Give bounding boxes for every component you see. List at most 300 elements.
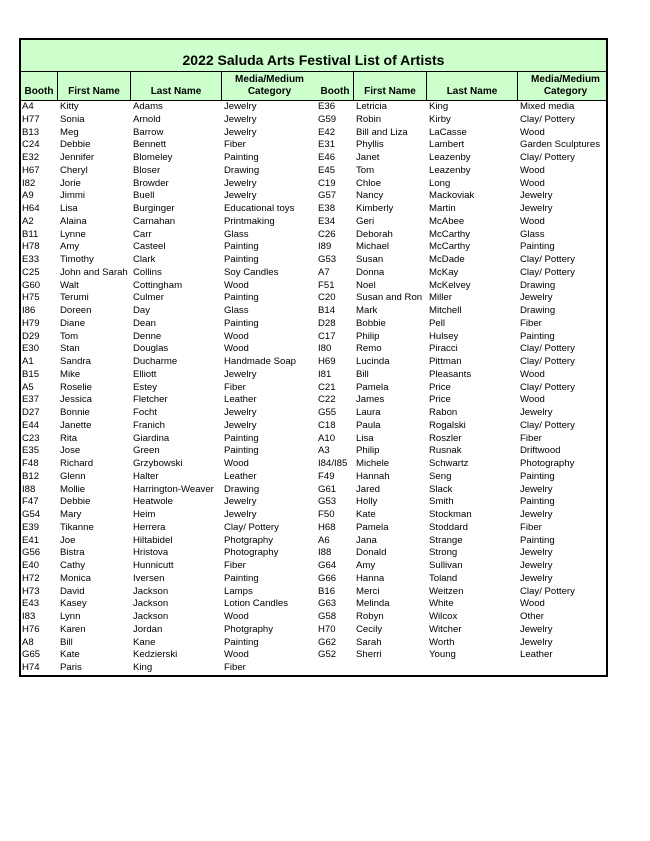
first-name-cell: Tom — [356, 164, 375, 176]
table-row — [317, 407, 613, 420]
booth-cell: C23 — [22, 432, 40, 444]
first-name-cell: Holly — [356, 496, 378, 508]
booth-cell: B14 — [318, 305, 336, 316]
category-cell: Fiber — [520, 317, 542, 329]
category-cell: Glass — [224, 305, 249, 316]
category-cell: Painting — [520, 496, 555, 508]
first-name-cell: Bill — [356, 368, 369, 380]
last-name-cell: Leazenby — [429, 164, 471, 176]
booth-cell: C20 — [318, 292, 336, 304]
category-cell: Painting — [224, 241, 259, 253]
last-name-cell: Kirby — [429, 113, 451, 125]
booth-cell: G59 — [318, 113, 337, 125]
table-row — [317, 649, 613, 662]
last-name-cell: Hulsey — [429, 330, 459, 342]
category-cell: Drawing — [520, 305, 556, 316]
first-name-cell: Alaina — [60, 215, 87, 227]
booth-cell: C22 — [318, 394, 336, 406]
category-cell: Leather — [224, 470, 257, 482]
category-cell: Jewelry — [224, 496, 257, 508]
last-name-cell: King — [429, 101, 449, 112]
first-name-cell: Hanna — [356, 572, 385, 584]
table-row — [317, 152, 613, 165]
first-name-cell: Stan — [60, 343, 80, 355]
booth-cell: A4 — [22, 101, 34, 112]
table-row — [21, 305, 317, 318]
first-name-cell: Michele — [356, 458, 390, 469]
first-name-cell: Mike — [60, 368, 81, 380]
first-name-cell: Sherri — [356, 649, 382, 661]
first-name-cell: Jennifer — [60, 152, 95, 163]
booth-cell: E39 — [22, 521, 40, 533]
category-cell: Jewelry — [224, 407, 257, 418]
table-row — [317, 292, 613, 305]
category-cell: Wood — [520, 215, 545, 227]
booth-cell: E31 — [318, 139, 336, 151]
first-name-cell: Lisa — [60, 203, 78, 214]
table-row — [21, 241, 317, 254]
table-row — [317, 216, 613, 229]
last-name-cell: Worth — [429, 636, 455, 648]
first-name-cell: Bobbie — [356, 317, 386, 329]
first-name-cell: Terumi — [60, 292, 89, 304]
table-row — [21, 484, 317, 497]
booth-cell: H69 — [318, 356, 336, 367]
last-name-cell: Giardina — [133, 432, 170, 444]
table-row — [317, 458, 613, 471]
category-cell: Painting — [520, 470, 555, 482]
category-cell: Painting — [224, 292, 259, 304]
last-name-cell: Day — [133, 305, 151, 316]
first-name-cell: Walt — [60, 279, 79, 291]
category-cell: Clay/ Pottery — [520, 381, 575, 393]
first-name-cell: Bill — [60, 636, 73, 648]
first-name-cell: Tikanne — [60, 521, 94, 533]
last-name-cell: McDade — [429, 254, 465, 265]
category-cell: Clay/ Pottery — [520, 254, 575, 265]
first-name-cell: Paris — [60, 662, 82, 673]
artist-list-sheet — [19, 38, 608, 677]
last-name-cell: Hristova — [133, 547, 169, 559]
table-row — [21, 203, 317, 216]
category-cell: Jewelry — [520, 292, 553, 304]
table-row — [21, 280, 317, 293]
table-row — [317, 586, 613, 599]
booth-cell: H72 — [22, 572, 40, 584]
category-cell: Clay/ Pottery — [224, 521, 279, 533]
last-name-cell: Herrera — [133, 521, 166, 533]
table-row — [21, 624, 317, 637]
table-row — [21, 356, 317, 369]
last-name-cell: White — [429, 598, 454, 610]
last-name-cell: Jordan — [133, 623, 163, 635]
booth-cell: E45 — [318, 164, 336, 176]
booth-cell: D29 — [22, 330, 40, 342]
last-name-cell: Seng — [429, 470, 452, 482]
first-name-cell: Merci — [356, 585, 380, 597]
header-last-name: Last Name — [131, 72, 222, 100]
booth-cell: E35 — [22, 445, 40, 457]
first-name-cell: Donna — [356, 266, 385, 278]
last-name-cell: Witcher — [429, 623, 462, 635]
table-row — [21, 445, 317, 458]
table-row — [21, 420, 317, 433]
last-name-cell: Franich — [133, 419, 165, 431]
table-row — [21, 165, 317, 178]
last-name-cell: Schwartz — [429, 458, 469, 469]
last-name-cell: Pleasants — [429, 368, 472, 380]
last-name-cell: McCarthy — [429, 228, 471, 240]
last-name-cell: Pittman — [429, 356, 462, 367]
category-cell: Jewelry — [224, 126, 257, 138]
category-cell: Jewelry — [520, 483, 553, 495]
table-row — [317, 445, 613, 458]
table-row — [21, 496, 317, 509]
last-name-cell: Mitchell — [429, 305, 462, 316]
last-name-cell: Jackson — [133, 611, 169, 622]
first-name-cell: Amy — [356, 560, 376, 571]
table-row — [317, 356, 613, 369]
table-row — [317, 178, 613, 191]
last-name-cell: Collins — [133, 266, 162, 278]
first-name-cell: Paula — [356, 419, 381, 431]
booth-cell: G64 — [318, 560, 337, 571]
category-cell: Jewelry — [520, 407, 553, 418]
table-row — [21, 254, 317, 267]
category-cell: Wood — [520, 177, 545, 189]
table-row — [21, 382, 317, 395]
category-cell: Handmade Soap — [224, 356, 297, 367]
table-row — [317, 573, 613, 586]
last-name-cell: McAbee — [429, 215, 465, 227]
first-name-cell: Lynn — [60, 611, 81, 622]
category-cell: Fiber — [520, 432, 542, 444]
last-name-cell: Sullivan — [429, 560, 463, 571]
booth-cell: H70 — [318, 623, 336, 635]
category-cell: Photography — [224, 547, 279, 559]
table-row — [317, 394, 613, 407]
table-row — [317, 101, 613, 114]
category-cell: Wood — [520, 598, 545, 610]
first-name-cell: Mollie — [60, 483, 86, 495]
last-name-cell: Halter — [133, 470, 159, 482]
category-cell: Painting — [224, 636, 259, 648]
category-cell: Clay/ Pottery — [520, 419, 575, 431]
category-cell: Jewelry — [520, 547, 553, 559]
booth-cell: H76 — [22, 623, 40, 635]
booth-cell: I82 — [22, 177, 36, 189]
category-cell: Clay/ Pottery — [520, 343, 575, 355]
booth-cell: A3 — [318, 445, 330, 457]
category-cell: Photography — [520, 458, 575, 469]
booth-cell: I86 — [22, 305, 36, 316]
category-cell: Painting — [224, 254, 259, 265]
table-row — [21, 292, 317, 305]
first-name-cell: Susan — [356, 254, 384, 265]
last-name-cell: Price — [429, 394, 451, 406]
table-row — [317, 547, 613, 560]
booth-cell: G53 — [318, 496, 337, 508]
last-name-cell: Clark — [133, 254, 156, 265]
table-row — [21, 178, 317, 191]
first-name-cell: Timothy — [60, 254, 94, 265]
booth-cell: E42 — [318, 126, 336, 138]
last-name-cell: Weitzen — [429, 585, 464, 597]
booth-cell: G57 — [318, 190, 337, 202]
first-name-cell: Richard — [60, 458, 94, 469]
booth-cell: H78 — [22, 241, 40, 253]
table-row — [317, 343, 613, 356]
booth-cell: D27 — [22, 407, 40, 418]
last-name-cell: Price — [429, 381, 451, 393]
last-name-cell: Jackson — [133, 585, 169, 597]
last-name-cell: Pell — [429, 317, 445, 329]
category-cell: Painting — [520, 330, 555, 342]
category-cell: Jewelry — [520, 636, 553, 648]
category-cell: Garden Sculptures — [520, 139, 600, 151]
category-cell: Wood — [224, 649, 249, 661]
category-cell: Photgraphy — [224, 623, 274, 635]
category-cell: Jewelry — [520, 509, 553, 520]
header-category: Media/Medium Category — [531, 74, 600, 97]
last-name-cell: Kane — [133, 636, 156, 648]
category-cell: Wood — [224, 343, 249, 355]
first-name-cell: Joe — [60, 534, 76, 546]
table-row — [21, 369, 317, 382]
category-cell: Wood — [520, 126, 545, 138]
last-name-cell: Hiltabidel — [133, 534, 173, 546]
booth-cell: E44 — [22, 419, 40, 431]
category-cell: Clay/ Pottery — [520, 356, 575, 367]
table-row — [21, 343, 317, 356]
booth-cell: H64 — [22, 203, 40, 214]
first-name-cell: Sandra — [60, 356, 91, 367]
left-column — [21, 101, 317, 675]
category-cell: Wood — [224, 330, 249, 342]
last-name-cell: Toland — [429, 572, 458, 584]
table-row — [21, 662, 317, 675]
header-category: Media/Medium Category — [235, 74, 304, 97]
booth-cell: F51 — [318, 279, 335, 291]
table-row — [21, 216, 317, 229]
first-name-cell: Meg — [60, 126, 79, 138]
last-name-cell: Strong — [429, 547, 458, 559]
first-name-cell: Jana — [356, 534, 377, 546]
category-cell: Leather — [520, 649, 553, 661]
table-row — [21, 101, 317, 114]
last-name-cell: Arnold — [133, 113, 161, 125]
booth-cell: A10 — [318, 432, 336, 444]
booth-cell: F50 — [318, 509, 335, 520]
booth-cell: A9 — [22, 190, 34, 202]
last-name-cell: Heatwole — [133, 496, 173, 508]
category-cell: Educational toys — [224, 203, 295, 214]
page-title: 2022 Saluda Arts Festival List of Artists — [21, 40, 606, 72]
table-row — [317, 127, 613, 140]
category-cell: Wood — [520, 164, 545, 176]
table-row — [21, 127, 317, 140]
booth-cell: H68 — [318, 521, 336, 533]
table-row — [21, 547, 317, 560]
booth-cell: A7 — [318, 266, 330, 278]
booth-cell: E46 — [318, 152, 336, 163]
last-name-cell: McCarthy — [429, 241, 471, 253]
last-name-cell: Grzybowski — [133, 458, 183, 469]
first-name-cell: Kasey — [60, 598, 87, 610]
category-cell: Glass — [224, 228, 249, 240]
table-row — [317, 203, 613, 216]
last-name-cell: Hunnicutt — [133, 560, 174, 571]
last-name-cell: Slack — [429, 483, 453, 495]
header-right — [317, 72, 613, 100]
first-name-cell: Lynne — [60, 228, 86, 240]
last-name-cell: Burginger — [133, 203, 175, 214]
last-name-cell: Green — [133, 445, 160, 457]
category-cell: Drawing — [224, 164, 260, 176]
last-name-cell: Heim — [133, 509, 156, 520]
booth-cell: G66 — [318, 572, 337, 584]
category-cell: Jewelry — [520, 572, 553, 584]
last-name-cell: Young — [429, 649, 456, 661]
booth-cell: D28 — [318, 317, 336, 329]
first-name-cell: Debbie — [60, 496, 91, 508]
category-cell: Leather — [224, 394, 257, 406]
first-name-cell: Bill and Liza — [356, 126, 408, 138]
booth-cell: F48 — [22, 458, 39, 469]
first-name-cell: Susan and Ron — [356, 292, 423, 304]
last-name-cell: Long — [429, 177, 451, 189]
last-name-cell: Buell — [133, 190, 155, 202]
last-name-cell: Denne — [133, 330, 162, 342]
last-name-cell: Blomeley — [133, 152, 173, 163]
first-name-cell: Jorie — [60, 177, 81, 189]
first-name-cell: Debbie — [60, 139, 91, 151]
header-left — [21, 72, 317, 100]
first-name-cell: Janet — [356, 152, 380, 163]
booth-cell: C21 — [318, 381, 336, 393]
first-name-cell: Michael — [356, 241, 390, 253]
table-row — [21, 331, 317, 344]
category-cell: Fiber — [520, 521, 542, 533]
last-name-cell: Estey — [133, 381, 157, 393]
table-row — [21, 394, 317, 407]
booth-cell: H79 — [22, 317, 40, 329]
category-cell: Painting — [224, 317, 259, 329]
first-name-cell: Karen — [60, 623, 86, 635]
table-row — [21, 535, 317, 548]
last-name-cell: LaCasse — [429, 126, 467, 138]
header-first-name: First Name — [354, 72, 427, 100]
table-row — [21, 190, 317, 203]
first-name-cell: Doreen — [60, 305, 92, 316]
booth-cell: C19 — [318, 177, 336, 189]
last-name-cell: Rabon — [429, 407, 458, 418]
category-cell: Wood — [224, 279, 249, 291]
first-name-cell: Pamela — [356, 381, 389, 393]
first-name-cell: James — [356, 394, 385, 406]
table-row — [317, 241, 613, 254]
booth-cell: A2 — [22, 215, 34, 227]
category-cell: Painting — [224, 445, 259, 457]
last-name-cell: Leazenby — [429, 152, 471, 163]
booth-cell: H75 — [22, 292, 40, 304]
table-row — [21, 407, 317, 420]
last-name-cell: Carr — [133, 228, 152, 240]
booth-cell: G52 — [318, 649, 337, 661]
table-row — [21, 598, 317, 611]
category-cell: Other — [520, 611, 544, 622]
first-name-cell: David — [60, 585, 85, 597]
last-name-cell: Smith — [429, 496, 454, 508]
table-row — [21, 318, 317, 331]
table-row — [317, 280, 613, 293]
table-row — [317, 267, 613, 280]
last-name-cell: Casteel — [133, 241, 166, 253]
category-cell: Jewelry — [224, 368, 257, 380]
booth-cell: B13 — [22, 126, 40, 138]
last-name-cell: Stoddard — [429, 521, 468, 533]
last-name-cell: Iversen — [133, 572, 165, 584]
table-row — [21, 573, 317, 586]
booth-cell: E43 — [22, 598, 40, 610]
last-name-cell: Bloser — [133, 164, 161, 176]
last-name-cell: Barrow — [133, 126, 164, 138]
table-row — [21, 611, 317, 624]
first-name-cell: Philip — [356, 330, 380, 342]
category-cell: Painting — [520, 534, 555, 546]
category-cell: Painting — [224, 152, 259, 163]
category-cell: Lotion Candles — [224, 598, 289, 610]
first-name-cell: Deborah — [356, 228, 393, 240]
booth-cell: G56 — [22, 547, 41, 559]
first-name-cell: Robin — [356, 113, 382, 125]
first-name-cell: Jose — [60, 445, 81, 457]
last-name-cell: Kedzierski — [133, 649, 178, 661]
first-name-cell: Kate — [356, 509, 376, 520]
category-cell: Jewelry — [224, 177, 257, 189]
last-name-cell: Stockman — [429, 509, 472, 520]
category-cell: Painting — [520, 241, 555, 253]
booth-cell: I89 — [318, 241, 332, 253]
category-cell: Painting — [224, 432, 259, 444]
booth-cell: E32 — [22, 152, 40, 163]
first-name-cell: John and Sarah — [60, 266, 128, 278]
first-name-cell: Sonia — [60, 113, 85, 125]
first-name-cell: Lucinda — [356, 356, 390, 367]
booth-cell: H77 — [22, 113, 40, 125]
last-name-cell: Martin — [429, 203, 456, 214]
category-cell: Driftwood — [520, 445, 561, 457]
table-row — [317, 382, 613, 395]
table-body — [21, 101, 606, 675]
last-name-cell: Fletcher — [133, 394, 168, 406]
table-row — [21, 586, 317, 599]
last-name-cell: Adams — [133, 101, 163, 112]
first-name-cell: Hannah — [356, 470, 390, 482]
booth-cell: E33 — [22, 254, 40, 265]
table-row — [21, 114, 317, 127]
first-name-cell: Phyllis — [356, 139, 384, 151]
table-row — [21, 509, 317, 522]
category-cell: Soy Candles — [224, 266, 279, 278]
table-row — [317, 484, 613, 497]
booth-cell: H73 — [22, 585, 40, 597]
table-row — [317, 305, 613, 318]
first-name-cell: Melinda — [356, 598, 390, 610]
booth-cell: E38 — [318, 203, 336, 214]
table-row — [317, 331, 613, 344]
table-row — [317, 420, 613, 433]
